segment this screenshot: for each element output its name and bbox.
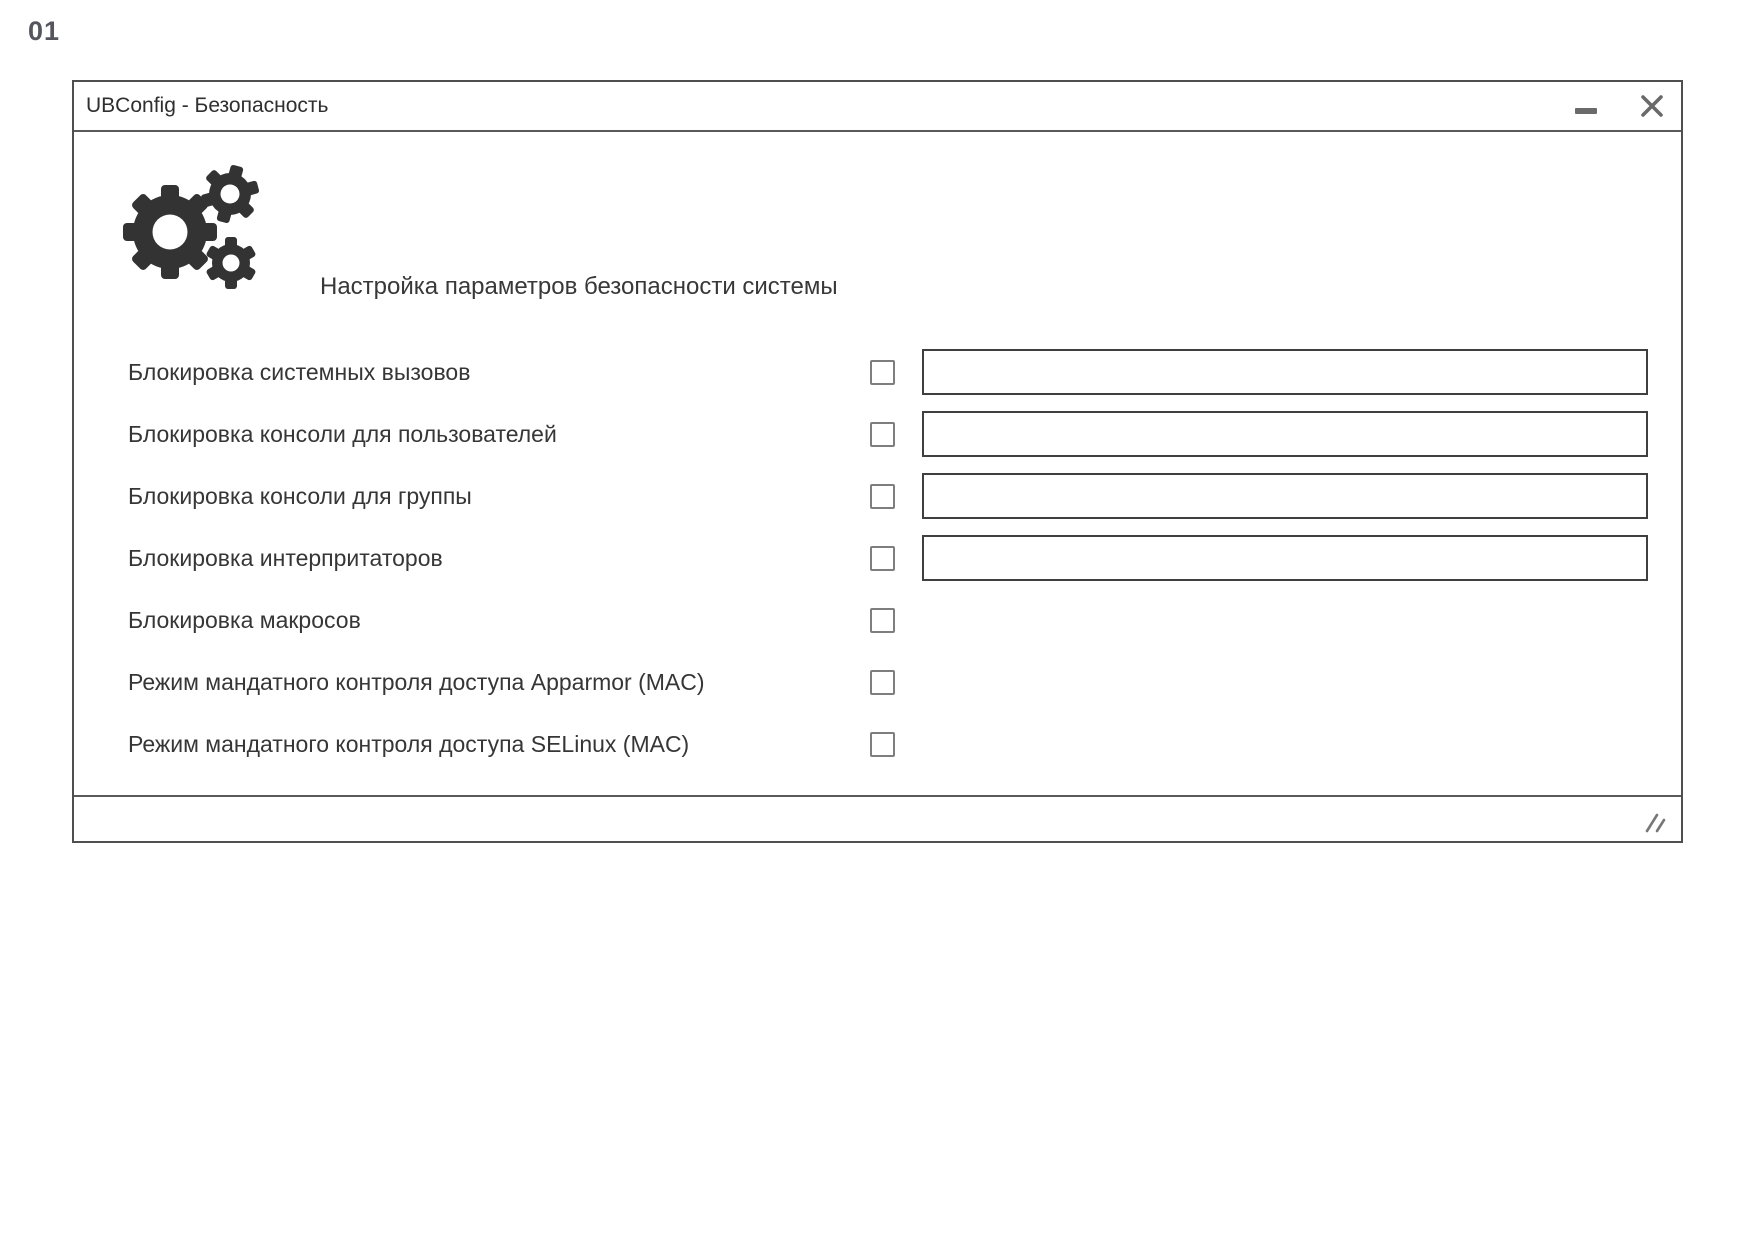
- gears-icon: [110, 148, 260, 290]
- setting-row-console-users: [74, 403, 1681, 465]
- setting-row-syscalls: [74, 341, 1681, 403]
- interpreters-input[interactable]: [922, 535, 1648, 581]
- setting-row-interpreters: [74, 527, 1681, 589]
- selinux-checkbox[interactable]: [870, 732, 895, 757]
- resize-grip[interactable]: [1643, 812, 1669, 834]
- dialog-window: [72, 80, 1683, 843]
- setting-label: Блокировка консоли для пользователей: [128, 420, 557, 447]
- setting-row-macros: [74, 589, 1681, 651]
- window-title: UBConfig - Безопасность: [86, 94, 329, 117]
- console-group-input[interactable]: [922, 473, 1648, 519]
- minimize-button[interactable]: [1571, 91, 1601, 121]
- page-title: Настройка параметров безопасности системы: [320, 273, 838, 300]
- interpreters-checkbox[interactable]: [870, 546, 895, 571]
- setting-label: Режим мандатного контроля доступа SELinux (MAC): [128, 730, 690, 757]
- setting-row-selinux: [74, 713, 1681, 775]
- setting-label: Блокировка консоли для группы: [128, 482, 472, 509]
- setting-label: Блокировка интерпритаторов: [128, 544, 443, 571]
- status-bar: [74, 795, 1681, 841]
- title-bar: [74, 82, 1681, 132]
- setting-label: Блокировка системных вызовов: [128, 358, 471, 385]
- resize-grip-icon: [1647, 815, 1664, 831]
- console-users-checkbox[interactable]: [870, 422, 895, 447]
- setting-label: Блокировка макросов: [128, 606, 361, 633]
- apparmor-checkbox[interactable]: [870, 670, 895, 695]
- close-icon: [1639, 93, 1665, 119]
- minimize-icon: [1575, 108, 1597, 114]
- figure-label: 01: [28, 16, 61, 46]
- setting-row-console-group: [74, 465, 1681, 527]
- syscalls-checkbox[interactable]: [870, 360, 895, 385]
- console-users-input[interactable]: [922, 411, 1648, 457]
- settings-list: [74, 341, 1681, 775]
- setting-label: Режим мандатного контроля доступа Apparmor (MAC): [128, 668, 705, 695]
- close-button[interactable]: [1637, 91, 1667, 121]
- window-controls: [1571, 91, 1681, 121]
- console-group-checkbox[interactable]: [870, 484, 895, 509]
- setting-row-apparmor: [74, 651, 1681, 713]
- syscalls-input[interactable]: [922, 349, 1648, 395]
- macros-checkbox[interactable]: [870, 608, 895, 633]
